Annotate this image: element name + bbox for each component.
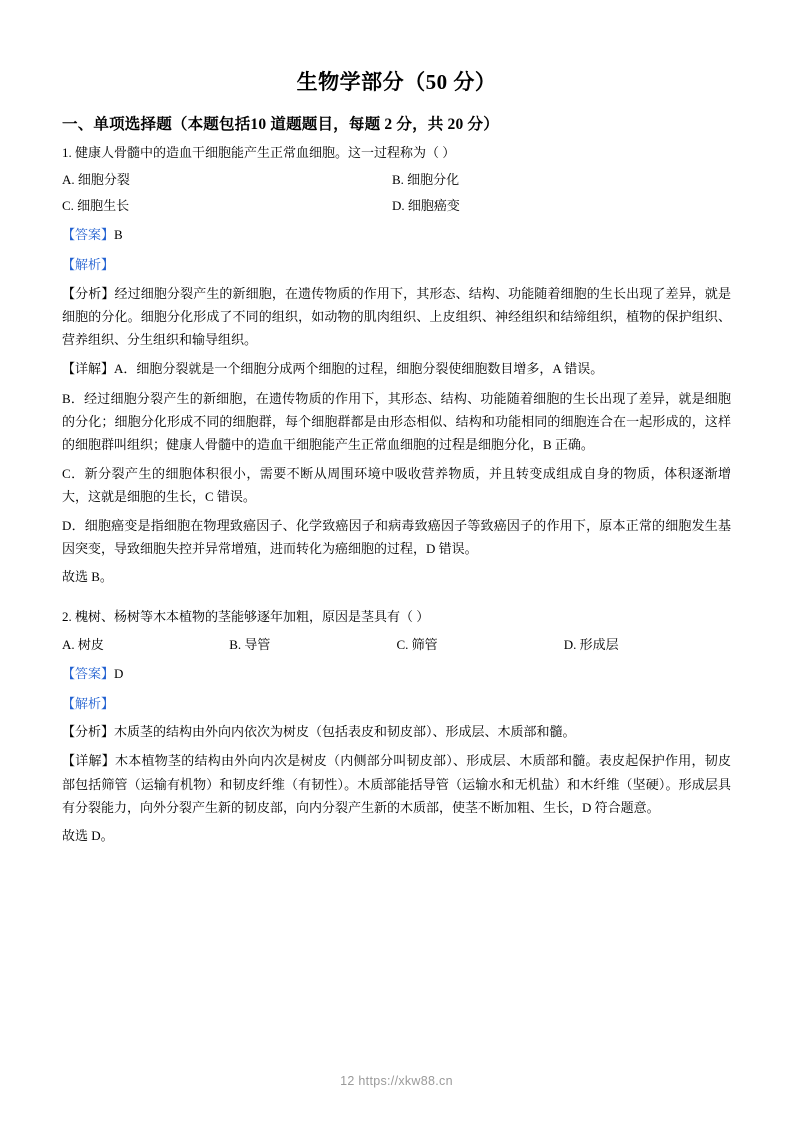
question-block-2	[62, 607, 731, 846]
question-options-row	[62, 635, 731, 655]
option-b[interactable]: B. 细胞分化	[392, 172, 460, 188]
question-options-row	[62, 196, 731, 216]
analysis-tag: 【解析】	[62, 695, 115, 711]
answer-line	[62, 225, 731, 246]
option-c[interactable]: C. 筛管	[396, 636, 438, 652]
answer-tag: 【答案】	[62, 665, 115, 681]
analysis-paragraph: 【详解】木本植物茎的结构由外向内次是树皮（内侧部分叫韧皮部）、形成层、木质部和髓。表皮起保护作用，韧皮部包括筛管（运输有机物）和韧皮纤维（有韧性）。木质部能括导管（运输水和无机盐）和木纤维（坚硬）。形成层具有分裂能力，向外分裂产生新的韧皮部，向内分裂产生新的木质部，使茎不断加粗、生长，D 符合题意。	[62, 753, 731, 815]
analysis-paragraph: B．经过细胞分裂产生的新细胞，在遗传物质的作用下，其形态、结构、功能随着细胞的生长出现了差异，就是细胞的分化；细胞分化形成不同的细胞群，每个细胞群都是由形态相似、结构和功能相同的细胞连合在一起形成的，这样的细胞群叫组织；健康人骨髓中的造血干细胞能产生正常血细胞的过程是细胞分化，B 正确。	[62, 390, 731, 452]
question-block-1	[62, 143, 731, 588]
answer-conclusion: 故选 D。	[62, 827, 114, 843]
answer-value: B	[114, 227, 123, 243]
option-a[interactable]: A. 细胞分裂	[62, 172, 130, 188]
question-options-row	[62, 170, 731, 190]
answer-line	[62, 664, 731, 685]
section-heading: 一、单项选择题（本题包括10 道题题目，每题 2 分，共 20 分）	[62, 116, 499, 133]
analysis-paragraph: C．新分裂产生的细胞体积很小，需要不断从周围环境中吸收营养物质，并且转变成组成自身的物质，体积逐渐增大，这就是细胞的生长，C 错误。	[62, 465, 731, 505]
analysis-paragraph: 【分析】经过细胞分裂产生的新细胞，在遗传物质的作用下，其形态、结构、功能随着细胞的生长出现了差异，就是细胞的分化。细胞分化形成了不同的组织，如动物的肌肉组织、上皮组织、神经组织和结缔组织，植物的保护组织、营养组织、分生组织和输导组织。	[62, 286, 731, 348]
option-b[interactable]: B. 导管	[229, 636, 271, 652]
option-c[interactable]: C. 细胞生长	[62, 198, 130, 214]
page-title: 生物学部分（50 分）	[296, 70, 497, 94]
option-d[interactable]: D. 细胞癌变	[392, 198, 460, 214]
answer-conclusion: 故选 B。	[62, 569, 113, 585]
answer-value: D	[114, 665, 124, 681]
question-stem: 2. 槐树、杨树等木本植物的茎能够逐年加粗，原因是茎具有（ ）	[62, 609, 430, 625]
option-a[interactable]: A. 树皮	[62, 636, 104, 652]
answer-tag: 【答案】	[62, 227, 115, 243]
page-footer: 12 https://xkw88.cn	[340, 1074, 453, 1088]
analysis-tag: 【解析】	[62, 257, 115, 273]
option-d[interactable]: D. 形成层	[563, 636, 619, 652]
analysis-paragraph: 【分析】木质茎的结构由外向内依次为树皮（包括表皮和韧皮部）、形成层、木质部和髓。	[62, 724, 576, 740]
question-stem: 1. 健康人骨髓中的造血干细胞能产生正常血细胞。这一过程称为（ ）	[62, 145, 456, 160]
analysis-paragraph: 【详解】A．细胞分裂就是一个细胞分成两个细胞的过程，细胞分裂使细胞数目增多，A 错误。	[62, 361, 604, 377]
analysis-paragraph: D．细胞癌变是指细胞在物理致癌因子、化学致癌因子和病毒致癌因子等致癌因子的作用下，原本正常的细胞发生基因突变，导致细胞失控并异常增殖，进而转化为癌细胞的过程，D 错误。	[62, 518, 731, 557]
